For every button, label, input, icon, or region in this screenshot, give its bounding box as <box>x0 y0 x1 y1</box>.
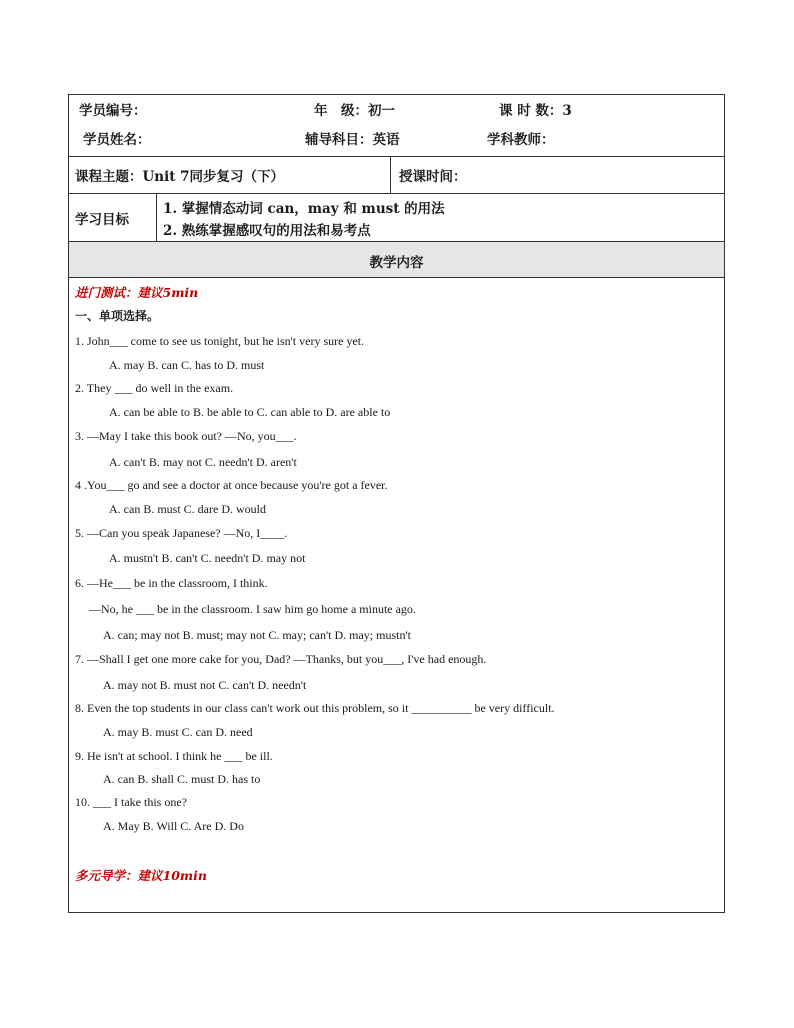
question-stem: 4 .You___ go and see a doctor at once because you're got a fever. <box>75 478 388 492</box>
question-options: A. can; may not B. must; may not C. may; can't D. may; mustn't <box>103 628 411 642</box>
main-content <box>69 278 724 912</box>
question-stem: 2. They ___ do well in the exam. <box>75 381 234 395</box>
question-options: A. can B. must C. dare D. would <box>109 502 266 516</box>
goals-label: 学习目标 <box>75 212 129 228</box>
guide-label: 多元导学：建议10min <box>75 868 207 883</box>
course-topic-label: 课程主题：Unit 7同步复习（下） <box>75 169 285 185</box>
question-options: A. may B. can C. has to D. must <box>109 358 265 372</box>
question-stem: 8. Even the top students in our class can't work out this problem, so it __________ be very difficult. <box>75 701 555 715</box>
subject-label: 辅导科目：英语 <box>305 132 400 148</box>
question-options: A. can B. shall C. must D. has to <box>103 772 261 786</box>
lessons-label: 课 时 数：3 <box>499 103 572 119</box>
question-stem: 1. John___ come to see us tonight, but he isn't very sure yet. <box>75 334 365 348</box>
goal-item: 1. 掌握情态动词 can，may 和 must 的用法 <box>163 201 445 217</box>
question-options: A. may not B. must not C. can't D. needn't <box>103 678 307 692</box>
question-options: A. may B. must C. can D. need <box>103 725 253 739</box>
header-section <box>69 95 724 157</box>
question-options: A. can be able to B. be able to C. can able to D. are able to <box>109 405 391 419</box>
lesson-plan-table <box>68 94 725 913</box>
class-time-label: 授课时间： <box>399 169 467 185</box>
content-title-row <box>69 242 724 278</box>
course-topic-row <box>69 157 724 194</box>
question-options: A. mustn't B. can't C. needn't D. may not <box>109 551 306 565</box>
question-stem: 7. —Shall I get one more cake for you, Dad? —Thanks, but you___, I've had enough. <box>75 652 487 666</box>
goals-row <box>69 194 724 242</box>
section-title: 一、单项选择。 <box>75 309 160 323</box>
pretest-label: 进门测试：建议5min <box>75 285 199 300</box>
teacher-label: 学科教师： <box>487 132 555 148</box>
grade-label: 年 级：初一 <box>314 103 395 119</box>
question-options: A. May B. Will C. Are D. Do <box>103 819 244 833</box>
student-name-label: 学员姓名： <box>83 132 151 148</box>
question-stem-continued: —No, he ___ be in the classroom. I saw him go home a minute ago. <box>89 602 416 616</box>
goal-item: 2. 熟练掌握感叹句的用法和易考点 <box>163 223 371 239</box>
question-stem: 5. —Can you speak Japanese? —No, I____. <box>75 526 288 540</box>
question-stem: 10. ___ I take this one? <box>75 795 187 809</box>
question-stem: 9. He isn't at school. I think he ___ be ill. <box>75 749 273 763</box>
question-options: A. can't B. may not C. needn't D. aren't <box>109 455 297 469</box>
student-id-label: 学员编号： <box>79 103 147 119</box>
question-stem: 6. —He___ be in the classroom, I think. <box>75 576 268 590</box>
question-stem: 3. —May I take this book out? —No, you___. <box>75 429 297 443</box>
content-title: 教学内容 <box>369 255 424 271</box>
